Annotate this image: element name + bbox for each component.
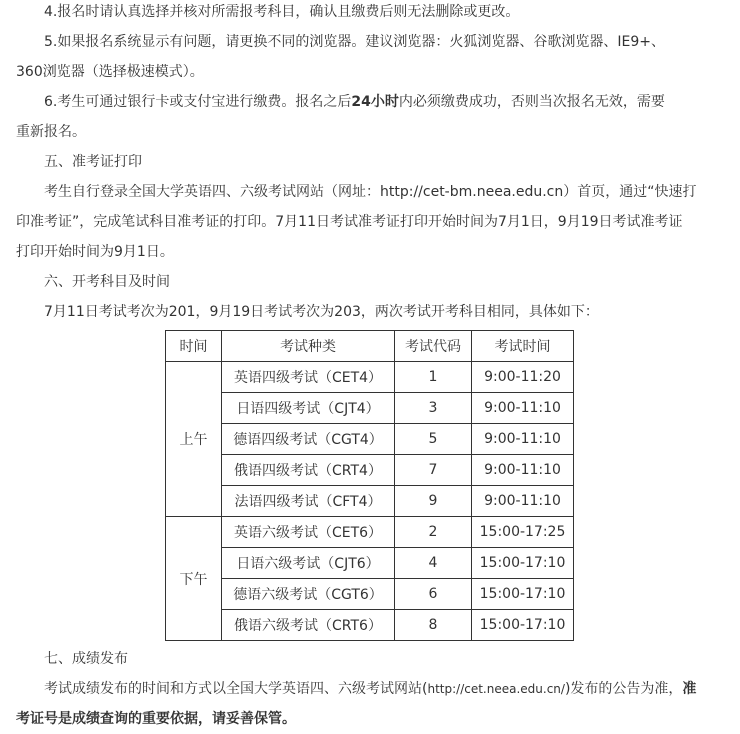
table-row xyxy=(166,610,574,641)
paragraph-item-6-line1 xyxy=(16,87,730,117)
table-row xyxy=(166,362,574,393)
time-cell: 9:00-11:10 xyxy=(472,455,574,486)
paragraph-item-4: 4.报名时请认真选择并核对所需报考科目，确认且缴费后则无法删除或更改。 xyxy=(44,4,520,20)
admission-ticket-line2: 印准考证”，完成笔试科目准考证的打印。7月11日考试准考证打印开始时间为7月1日，9月19日考试准考证 xyxy=(16,214,683,230)
code-cell: 3 xyxy=(395,393,472,424)
header-exam-time: 考试时间 xyxy=(472,331,574,362)
subject-cell: 俄语四级考试（CRT4） xyxy=(222,455,395,486)
subject-cell: 法语四级考试（CFT4） xyxy=(222,486,395,517)
code-cell: 4 xyxy=(395,548,472,579)
header-code: 考试代码 xyxy=(395,331,472,362)
header-subject: 考试种类 xyxy=(222,331,395,362)
time-cell: 15:00-17:10 xyxy=(472,610,574,641)
paragraph-item-5-line1: 5.如果报名系统显示有问题，请更换不同的浏览器。建议浏览器：火狐浏览器、谷歌浏览器、IE9+、 xyxy=(44,34,665,50)
subject-cell: 俄语六级考试（CRT6） xyxy=(222,610,395,641)
header-time: 时间 xyxy=(166,331,222,362)
section-heading-schedule: 六、开考科目及时间 xyxy=(44,274,170,290)
subject-cell: 英语六级考试（CET6） xyxy=(222,517,395,548)
payment-text-end: 内必须缴费成功，否则当次报名无效，需要 xyxy=(398,94,665,110)
code-cell: 2 xyxy=(395,517,472,548)
results-website-link[interactable]: http://cet.neea.edu.cn/ xyxy=(427,682,565,696)
paragraph-item-6-line2: 重新报名。 xyxy=(16,124,86,140)
code-cell: 7 xyxy=(395,455,472,486)
time-cell: 9:00-11:10 xyxy=(472,486,574,517)
period-morning: 上午 xyxy=(166,362,222,517)
subject-cell: 德语六级考试（CGT6） xyxy=(222,579,395,610)
payment-text-start: 6.考生可通过银行卡或支付宝进行缴费。报名之后 xyxy=(44,94,352,110)
table-row xyxy=(166,517,574,548)
results-emphasis-start: 准 xyxy=(682,681,697,697)
period-afternoon: 下午 xyxy=(166,517,222,641)
table-row xyxy=(166,424,574,455)
table-row xyxy=(166,579,574,610)
time-cell: 15:00-17:10 xyxy=(472,548,574,579)
time-cell: 9:00-11:10 xyxy=(472,424,574,455)
table-row xyxy=(166,486,574,517)
paragraph-item-5-line2: 360浏览器（选择极速模式）。 xyxy=(16,64,204,80)
time-cell: 15:00-17:25 xyxy=(472,517,574,548)
code-cell: 6 xyxy=(395,579,472,610)
subject-cell: 日语四级考试（CJT4） xyxy=(222,393,395,424)
results-line1 xyxy=(16,674,730,704)
table-row xyxy=(166,393,574,424)
exam-schedule-table xyxy=(165,330,574,641)
subject-cell: 日语六级考试（CJT6） xyxy=(222,548,395,579)
code-cell: 1 xyxy=(395,362,472,393)
table-row xyxy=(166,455,574,486)
table-header-row xyxy=(166,331,574,362)
subject-cell: 德语四级考试（CGT4） xyxy=(222,424,395,455)
time-cell: 15:00-17:10 xyxy=(472,579,574,610)
results-text-start: 考试成绩发布的时间和方式以全国大学英语四、六级考试网站( xyxy=(44,681,428,697)
section-heading-results: 七、成绩发布 xyxy=(44,651,128,667)
payment-deadline: 24小时 xyxy=(351,94,399,110)
code-cell: 9 xyxy=(395,486,472,517)
schedule-intro: 7月11日考试考次为201，9月19日考试考次为203，两次考试开考科目相同，具体如下： xyxy=(44,304,599,320)
subject-cell: 英语四级考试（CET4） xyxy=(222,362,395,393)
code-cell: 8 xyxy=(395,610,472,641)
time-cell: 9:00-11:10 xyxy=(472,393,574,424)
admission-ticket-line1: 考生自行登录全国大学英语四、六级考试网站（网址：http://cet-bm.neea.edu.cn）首页，通过“快速打 xyxy=(44,184,697,200)
code-cell: 5 xyxy=(395,424,472,455)
admission-ticket-line3: 打印开始时间为9月1日。 xyxy=(16,244,174,260)
section-heading-admission-ticket: 五、准考证打印 xyxy=(44,154,142,170)
time-cell: 9:00-11:20 xyxy=(472,362,574,393)
table-row xyxy=(166,548,574,579)
results-text-mid: )发布的公告为准， xyxy=(564,681,683,697)
results-emphasis-end: 考证号是成绩查询的重要依据，请妥善保管。 xyxy=(16,711,296,727)
